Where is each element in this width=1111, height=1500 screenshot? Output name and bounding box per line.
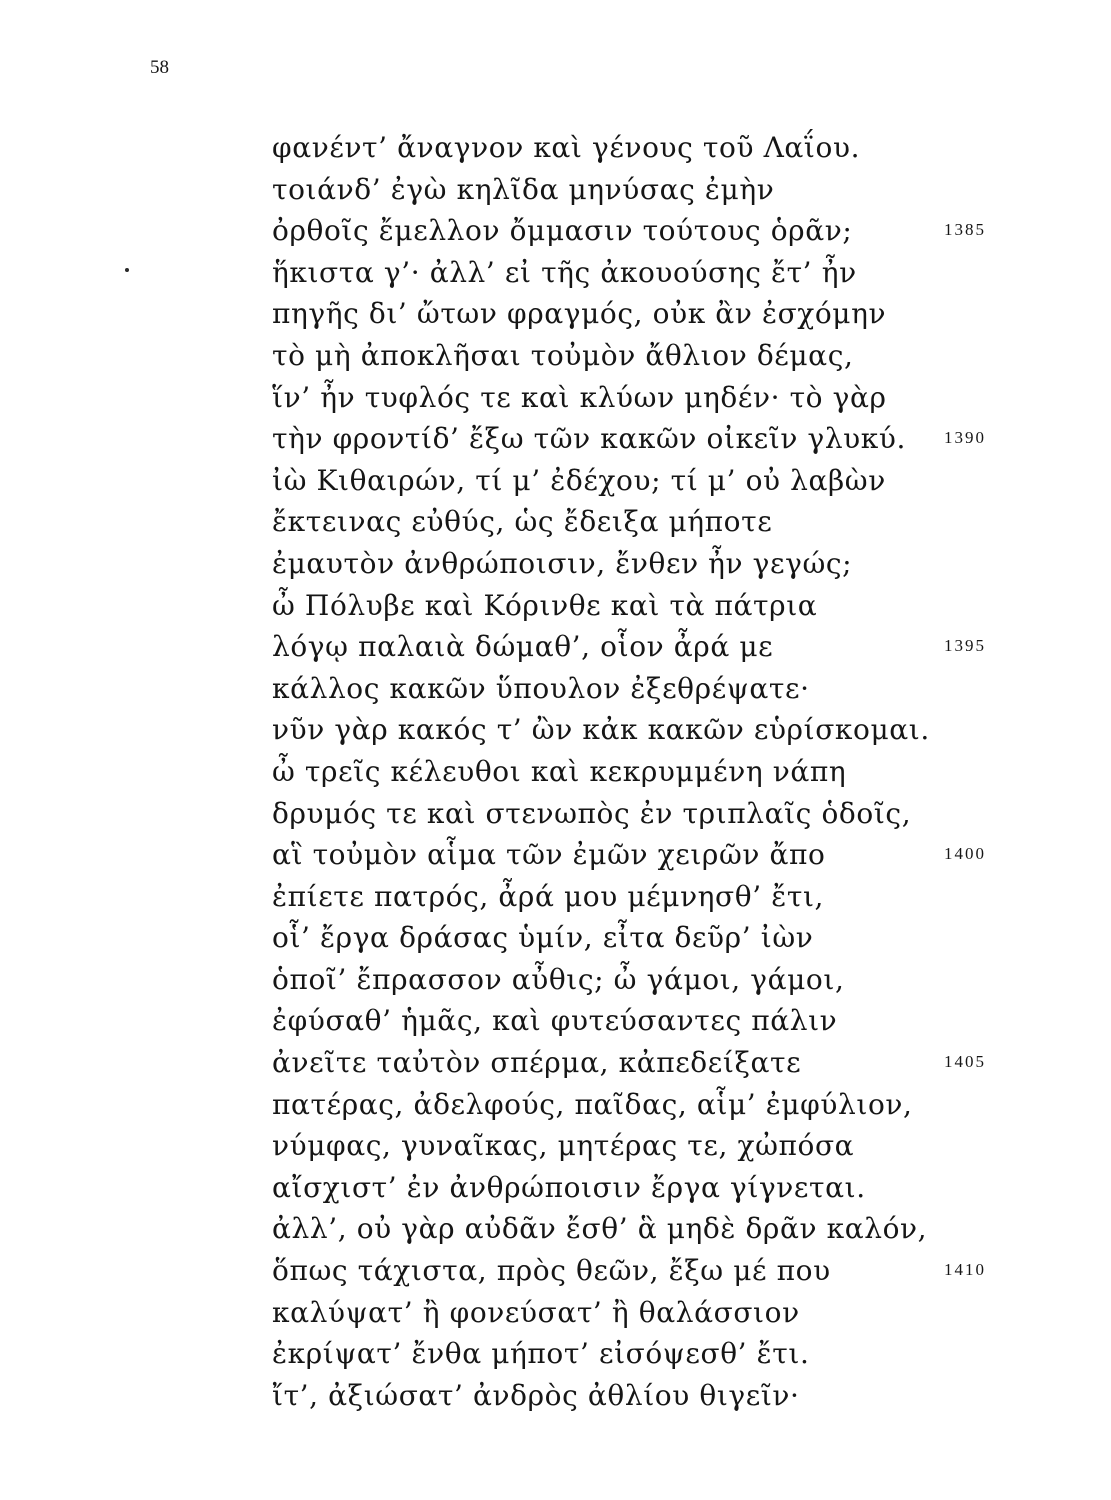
verse-text: ὦ τρεῖς κέλευθοι καὶ κεκρυμμένη νάπη [272,754,847,788]
verse-text: νύμφας, γυναῖκας, μητέρας τε, χὠπόσα [272,1129,855,1163]
verse-line [0,460,1111,502]
verse-text: ὅπως τάχιστα, πρὸς θεῶν, ἔξω μέ που [272,1254,831,1288]
verse-text: ἔκτεινας εὐθύς, ὡς ἔδειξα μήποτε [272,505,773,539]
verse-text: ἀνεῖτε ταὐτὸν σπέρμα, κἀπεδείξατε [272,1046,802,1080]
verse-line [0,1167,1111,1209]
line-number: 1405 [944,1052,986,1072]
verse-line [0,127,1111,169]
page-number: 58 [150,57,169,78]
verse-text: νῦν γὰρ κακός τ’ ὢν κἀκ κακῶν εὑρίσκομαι. [272,713,930,747]
verse-line [0,876,1111,918]
verse-line [0,335,1111,377]
verse-line [0,751,1111,793]
verse-text: ὀρθοῖς ἔμελλον ὄμμασιν τούτους ὁρᾶν; [272,214,853,248]
verse-line [0,626,1111,668]
verse-text: ὦ Πόλυβε καὶ Κόρινθε καὶ τὰ πάτρια [272,588,818,622]
verse-text: ἀλλ’, οὐ γὰρ αὐδᾶν ἔσθ’ ἃ μηδὲ δρᾶν καλόν, [272,1212,928,1246]
verse-text: τὴν φροντίδ’ ἔξω τῶν κακῶν οἰκεῖν γλυκύ. [272,422,907,456]
verse-line [0,1125,1111,1167]
verse-line [0,377,1111,419]
verse-line [0,169,1111,211]
verse-text: ἴτ’, ἀξιώσατ’ ἀνδρὸς ἀθλίου θιγεῖν· [272,1378,800,1412]
verse-text: αἳ τοὐμὸν αἷμα τῶν ἐμῶν χειρῶν ἄπο [272,838,826,872]
verse-line [0,543,1111,585]
verse-line [0,585,1111,627]
verse-line [0,1250,1111,1292]
verse-line [0,1000,1111,1042]
verse-line [0,293,1111,335]
verse-text: ἥκιστα γ’· ἀλλ’ εἰ τῆς ἀκουούσης ἔτ’ ἦν [272,255,857,289]
verse-text: καλύψατ’ ἢ φονεύσατ’ ἢ θαλάσσιον [272,1295,800,1329]
verse-line [0,1208,1111,1250]
verse-line [0,210,1111,252]
verse-text: κάλλος κακῶν ὕπουλον ἐξεθρέψατε· [272,671,810,705]
verse-line [0,709,1111,751]
verse-line [0,1084,1111,1126]
verse-text: πηγῆς δι’ ὤτων φραγμός, οὐκ ἂν ἐσχόμην [272,297,887,331]
verse-block [0,127,1111,1416]
verse-text: τὸ μὴ ἀποκλῆσαι τοὐμὸν ἄθλιον δέμας, [272,338,854,372]
verse-line [0,917,1111,959]
line-number: 1385 [944,220,986,240]
verse-text: δρυμός τε καὶ στενωπὸς ἐν τριπλαῖς ὁδοῖς, [272,796,912,830]
verse-text: τοιάνδ’ ἐγὼ κηλῖδα μηνύσας ἐμὴν [272,172,775,206]
line-number: 1395 [944,636,986,656]
verse-text: οἷ’ ἔργα δράσας ὑμίν, εἶτα δεῦρ’ ἰὼν [272,921,814,955]
verse-line [0,501,1111,543]
verse-line [0,418,1111,460]
verse-text: φανέντ’ ἄναγνον καὶ γένους τοῦ Λαΐου. [272,131,861,164]
verse-line [0,834,1111,876]
line-number: 1390 [944,428,986,448]
verse-line [0,1292,1111,1334]
line-number: 1400 [944,844,986,864]
verse-line [0,1375,1111,1417]
verse-text: ἰὼ Κιθαιρών, τί μ’ ἐδέχου; τί μ’ οὐ λαβὼν [272,463,886,497]
verse-line [0,252,1111,294]
line-number: 1410 [944,1260,986,1280]
verse-text: ἐκρίψατ’ ἔνθα μήποτ’ εἰσόψεσθ’ ἔτι. [272,1337,810,1371]
verse-text: λόγῳ παλαιὰ δώμαθ’, οἷον ἆρά με [272,630,774,664]
verse-text: αἴσχιστ’ ἐν ἀνθρώποισιν ἔργα γίγνεται. [272,1170,866,1204]
verse-line [0,1042,1111,1084]
verse-text: ἐμαυτὸν ἀνθρώποισιν, ἔνθεν ἦν γεγώς; [272,546,853,580]
verse-text: ἐφύσαθ’ ἡμᾶς, καὶ φυτεύσαντες πάλιν [272,1004,838,1038]
verse-text: πατέρας, ἀδελφούς, παῖδας, αἷμ’ ἐμφύλιον, [272,1087,913,1121]
verse-line [0,1333,1111,1375]
verse-text: ἐπίετε πατρός, ἆρά μου μέμνησθ’ ἔτι, [272,879,825,913]
verse-text: ἵν’ ἦν τυφλός τε καὶ κλύων μηδέν· τὸ γὰρ [272,380,887,414]
verse-line [0,959,1111,1001]
verse-text: ὁποῖ’ ἔπρασσον αὖθις; ὦ γάμοι, γάμοι, [272,962,845,996]
verse-line [0,793,1111,835]
verse-line [0,668,1111,710]
